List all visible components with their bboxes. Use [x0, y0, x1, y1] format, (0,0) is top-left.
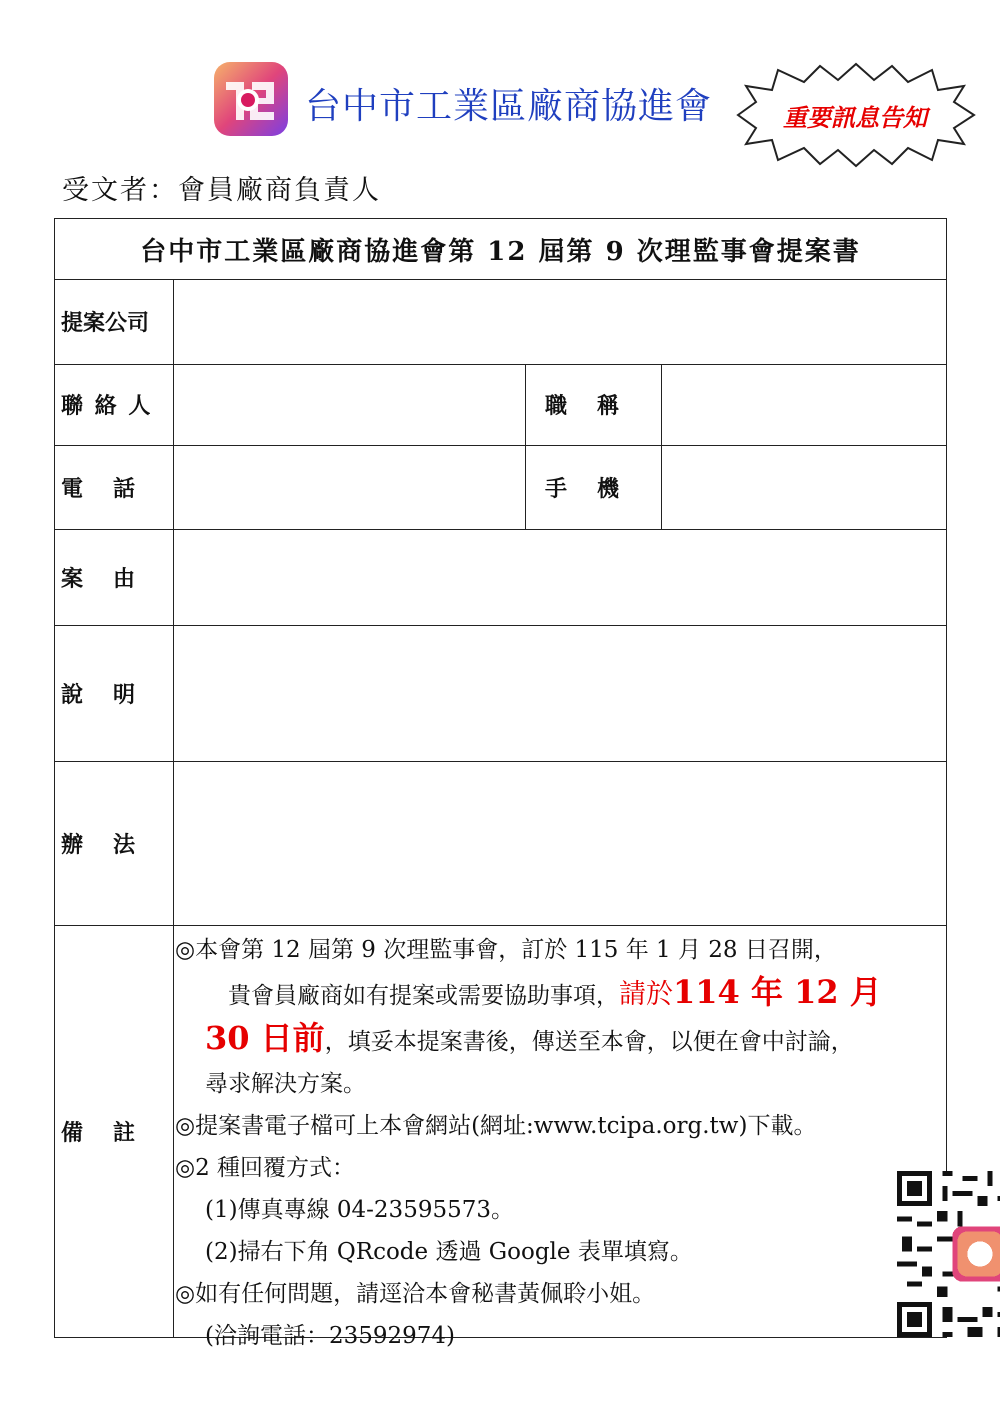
- proposal-form: [54, 218, 947, 1349]
- notice-badge-text: 重要訊息告知: [783, 103, 927, 132]
- label-contact: 聯 絡 人: [61, 393, 153, 419]
- column-divider: [661, 364, 662, 529]
- organization-logo-icon: [212, 60, 290, 138]
- form-title: 台中市工業區廠商協進會第 12 屆第 9 次理監事會提案書: [140, 236, 861, 267]
- label-remarks: 備 註: [61, 1119, 140, 1146]
- column-divider: [525, 364, 526, 529]
- recipient-line: 受文者：會員廠商負責人: [62, 175, 381, 206]
- label-job-title: 職 稱: [545, 393, 624, 419]
- contact-input[interactable]: [175, 366, 524, 444]
- note-line: ◎如有任何問題，請逕洽本會秘書黃佩聆小姐。: [175, 1281, 656, 1307]
- note-line: (洽詢電話：23592974): [205, 1323, 456, 1349]
- label-mobile: 手 機: [545, 475, 624, 502]
- note-line: [205, 971, 947, 1017]
- note-text: ，填妥本提案書後，傳送至本會，以便在會中討論，: [324, 1029, 854, 1055]
- row-divider: [55, 279, 946, 280]
- note-line: [205, 1017, 947, 1063]
- remarks-notes: [177, 929, 947, 1357]
- column-divider: [173, 279, 174, 1337]
- qr-code-icon[interactable]: [897, 1171, 1000, 1337]
- row-divider: [55, 761, 946, 762]
- method-input[interactable]: [175, 763, 946, 924]
- phone-input[interactable]: [175, 447, 524, 528]
- label-phone: 電 話: [61, 475, 140, 502]
- note-line: (2)掃右下角 QRcode 透過 Google 表單填寫。: [205, 1239, 693, 1265]
- note-line: ◎2 種回覆方式：: [175, 1155, 356, 1181]
- label-method: 辦 法: [61, 831, 140, 858]
- label-subject: 案 由: [61, 565, 140, 592]
- row-divider: [55, 625, 946, 626]
- mobile-input[interactable]: [663, 447, 946, 528]
- deadline-lead: 請於: [619, 979, 673, 1010]
- subject-input[interactable]: [175, 531, 946, 624]
- note-text: 貴會員廠商如有提案或需要協助事項，: [205, 983, 619, 1009]
- note-line: (1)傳真專線 04-23595573。: [205, 1197, 514, 1223]
- row-divider: [55, 529, 946, 530]
- deadline-date-end: 30 日前: [205, 1019, 325, 1057]
- organization-name: 台中市工業區廠商協進會: [305, 86, 713, 127]
- deadline-date: 114 年 12 月: [673, 973, 882, 1011]
- note-line: ◎提案書電子檔可上本會網站(網址:www.tcipa.org.tw)下載。: [175, 1113, 817, 1139]
- note-line: 尋求解決方案。: [205, 1071, 366, 1097]
- label-description: 說 明: [61, 681, 140, 708]
- job-title-input[interactable]: [663, 366, 946, 444]
- label-company: 提案公司: [61, 310, 150, 336]
- row-divider: [55, 445, 946, 446]
- description-input[interactable]: [175, 627, 946, 760]
- row-divider: [55, 364, 946, 365]
- note-line: ◎本會第 12 屆第 9 次理監事會，訂於 115 年 1 月 28 日召開，: [175, 937, 837, 963]
- company-input[interactable]: [175, 281, 946, 363]
- row-divider: [55, 925, 946, 926]
